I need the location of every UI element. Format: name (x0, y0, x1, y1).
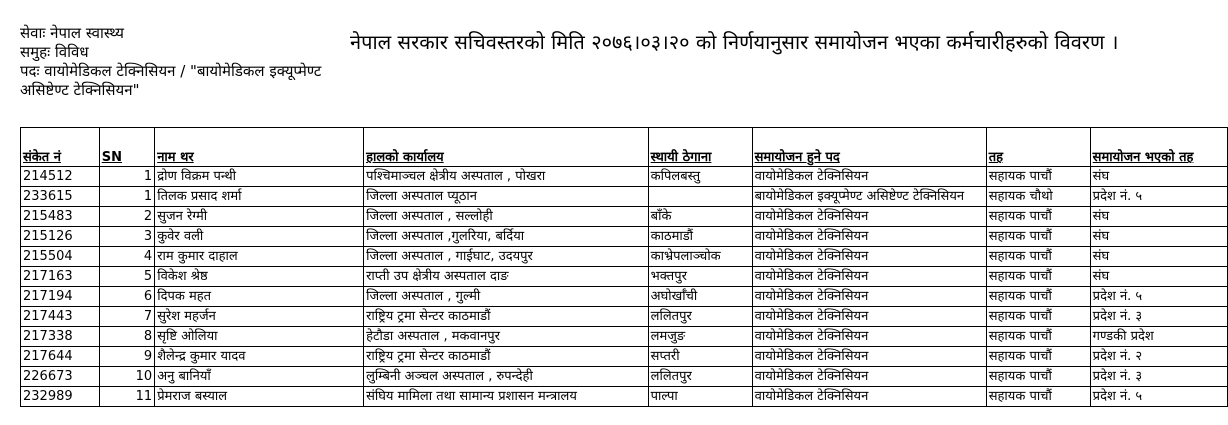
cell-level: सहायक पाचौं (986, 327, 1090, 347)
cell-adjusted-level: प्रदेश नं. ३ (1090, 367, 1227, 387)
cell-code: 215483 (21, 207, 100, 227)
service-label: सेवाः नेपाल स्वास्थ्य (20, 24, 124, 42)
cell-current-office: जिल्ला अस्पताल , गुल्मी (364, 287, 649, 307)
cell-adjusted-post: वायोमेडिकल टेक्निसियन (752, 307, 986, 327)
cell-adjusted-level: संघ (1090, 207, 1227, 227)
table-row (21, 387, 1228, 407)
cell-code: 215126 (21, 227, 100, 247)
cell-adjusted-post: बायोमेडिकल इक्यूप्मेण्ट असिष्टेण्ट टेक्निसियन (752, 187, 986, 207)
group-label: समुहः विविध (20, 43, 89, 61)
table-row (21, 307, 1228, 327)
cell-code: 217338 (21, 327, 100, 347)
table-row (21, 227, 1228, 247)
cell-sn: 3 (99, 227, 155, 247)
cell-adjusted-post: वायोमेडिकल टेक्निसियन (752, 387, 986, 407)
cell-name: कुवेर वली (155, 227, 364, 247)
cell-level: सहायक पाचौं (986, 287, 1090, 307)
cell-permanent-address: अघोर्खाँची (648, 287, 752, 307)
cell-level: सहायक पाचौं (986, 167, 1090, 187)
cell-adjusted-post: वायोमेडिकल टेक्निसियन (752, 327, 986, 347)
header-name: नाम थर (155, 128, 364, 167)
cell-code: 226673 (21, 367, 100, 387)
post-label-continued: असिष्टेण्ट टेक्निसियन" (20, 81, 140, 99)
cell-name: सुरेश महर्जन (155, 307, 364, 327)
cell-adjusted-post: वायोमेडिकल टेक्निसियन (752, 367, 986, 387)
cell-code: 217644 (21, 347, 100, 367)
cell-adjusted-post: वायोमेडिकल टेक्निसियन (752, 287, 986, 307)
cell-level: सहायक चौथो (986, 187, 1090, 207)
cell-adjusted-level: संघ (1090, 247, 1227, 267)
post-label: पदः वायोमेडिकल टेक्निसियन / "बायोमेडिकल इक्यूप्मेण्ट (20, 62, 322, 80)
cell-adjusted-level: प्रदेश नं. २ (1090, 347, 1227, 367)
cell-permanent-address: ललितपुर (648, 307, 752, 327)
cell-sn: 9 (99, 347, 155, 367)
header-sn: SN (99, 128, 155, 167)
cell-adjusted-level: गण्डकी प्रदेश (1090, 327, 1227, 347)
cell-name: सृष्टि ओलिया (155, 327, 364, 347)
cell-level: सहायक पाचौं (986, 247, 1090, 267)
header-code: संकेत नं (21, 128, 100, 167)
cell-adjusted-post: वायोमेडिकल टेक्निसियन (752, 347, 986, 367)
cell-current-office: राष्ट्रिय ट्रमा सेन्टर काठमाडौं (364, 307, 649, 327)
cell-code: 217194 (21, 287, 100, 307)
cell-code: 233615 (21, 187, 100, 207)
header-level: तह (986, 128, 1090, 167)
table-row (21, 327, 1228, 347)
cell-name: तिलक प्रसाद शर्मा (155, 187, 364, 207)
table-row (21, 167, 1228, 187)
cell-level: सहायक पाचौं (986, 227, 1090, 247)
header-adjusted-level: समायोजन भएको तह (1090, 128, 1227, 167)
cell-sn: 5 (99, 267, 155, 287)
cell-level: सहायक पाचौं (986, 307, 1090, 327)
cell-adjusted-level: प्रदेश नं. ५ (1090, 287, 1227, 307)
cell-permanent-address: बाँके (648, 207, 752, 227)
cell-current-office: संघिय मामिला तथा सामान्य प्रशासन मन्त्रालय (364, 387, 649, 407)
cell-adjusted-level: संघ (1090, 267, 1227, 287)
cell-adjusted-level: प्रदेश नं. ५ (1090, 387, 1227, 407)
cell-name: दिपक महत (155, 287, 364, 307)
cell-code: 217443 (21, 307, 100, 327)
table-row (21, 207, 1228, 227)
table-row (21, 267, 1228, 287)
cell-permanent-address: भक्तपुर (648, 267, 752, 287)
cell-level: सहायक पाचौं (986, 207, 1090, 227)
header-permanent-address: स्थायी ठेगाना (648, 128, 752, 167)
cell-code: 217163 (21, 267, 100, 287)
cell-current-office: राष्ट्रिय ट्रमा सेन्टर काठमाडौं (364, 347, 649, 367)
document-meta (20, 24, 321, 100)
cell-current-office: जिल्ला अस्पताल ,गुलरिया, बर्दिया (364, 227, 649, 247)
cell-permanent-address: कपिलबस्तु (648, 167, 752, 187)
cell-name: विकेश श्रेष्ठ (155, 267, 364, 287)
cell-name: राम कुमार दाहाल (155, 247, 364, 267)
cell-permanent-address: पाल्पा (648, 387, 752, 407)
cell-sn: 10 (99, 367, 155, 387)
cell-adjusted-post: वायोमेडिकल टेक्निसियन (752, 267, 986, 287)
cell-adjusted-post: वायोमेडिकल टेक्निसियन (752, 207, 986, 227)
cell-sn: 1 (99, 187, 155, 207)
cell-current-office: पश्चिमाञ्चल क्षेत्रीय अस्पताल , पोखरा (364, 167, 649, 187)
cell-current-office: राप्ती उप क्षेत्रीय अस्पताल दाङ (364, 267, 649, 287)
cell-permanent-address: ललितपुर (648, 367, 752, 387)
cell-name: शैलेन्द्र कुमार यादव (155, 347, 364, 367)
cell-name: प्रेमराज बस्याल (155, 387, 364, 407)
cell-sn: 6 (99, 287, 155, 307)
staff-table (20, 127, 1228, 407)
cell-current-office: जिल्ला अस्पताल , गाईघाट, उदयपुर (364, 247, 649, 267)
cell-permanent-address (648, 187, 752, 207)
cell-name: सुजन रेग्मी (155, 207, 364, 227)
cell-permanent-address: काठमाडौं (648, 227, 752, 247)
table-body (21, 167, 1228, 407)
cell-adjusted-level: प्रदेश नं. ५ (1090, 187, 1227, 207)
cell-sn: 1 (99, 167, 155, 187)
cell-sn: 11 (99, 387, 155, 407)
cell-adjusted-level: प्रदेश नं. ३ (1090, 307, 1227, 327)
table-row (21, 247, 1228, 267)
table-row (21, 347, 1228, 367)
cell-current-office: हेटौडा अस्पताल , मकवानपुर (364, 327, 649, 347)
cell-adjusted-post: वायोमेडिकल टेक्निसियन (752, 227, 986, 247)
table-header-row (21, 128, 1228, 167)
cell-level: सहायक पाचौं (986, 347, 1090, 367)
cell-sn: 8 (99, 327, 155, 347)
cell-name: अनु बानियाँ (155, 367, 364, 387)
cell-permanent-address: सप्तरी (648, 347, 752, 367)
cell-current-office: जिल्ला अस्पताल प्यूठान (364, 187, 649, 207)
cell-level: सहायक पाचौं (986, 367, 1090, 387)
cell-adjusted-level: संघ (1090, 227, 1227, 247)
cell-permanent-address: काभ्रेपलाञ्चोक (648, 247, 752, 267)
page-title: नेपाल सरकार सचिवस्तरको मिति २०७६।०३।२० को निर्णयानुसार समायोजन भएका कर्मचारीहरुको विवरण । (350, 30, 1119, 54)
cell-adjusted-level: संघ (1090, 167, 1227, 187)
cell-sn: 2 (99, 207, 155, 227)
cell-name: द्रोण विक्रम पन्थी (155, 167, 364, 187)
table-row (21, 187, 1228, 207)
cell-code: 214512 (21, 167, 100, 187)
cell-current-office: लुम्बिनी अञ्चल अस्पताल , रुपन्देही (364, 367, 649, 387)
cell-sn: 7 (99, 307, 155, 327)
header-adjusted-post: समायोजन हुने पद (752, 128, 986, 167)
header-current-office: हालको कार्यालय (364, 128, 649, 167)
cell-level: सहायक पाचौं (986, 267, 1090, 287)
cell-permanent-address: लमजुङ (648, 327, 752, 347)
cell-code: 215504 (21, 247, 100, 267)
cell-level: सहायक पाचौं (986, 387, 1090, 407)
cell-code: 232989 (21, 387, 100, 407)
cell-adjusted-post: वायोमेडिकल टेक्निसियन (752, 247, 986, 267)
table-row (21, 287, 1228, 307)
cell-adjusted-post: वायोमेडिकल टेक्निसियन (752, 167, 986, 187)
cell-sn: 4 (99, 247, 155, 267)
table-row (21, 367, 1228, 387)
cell-current-office: जिल्ला अस्पताल , सल्लोही (364, 207, 649, 227)
